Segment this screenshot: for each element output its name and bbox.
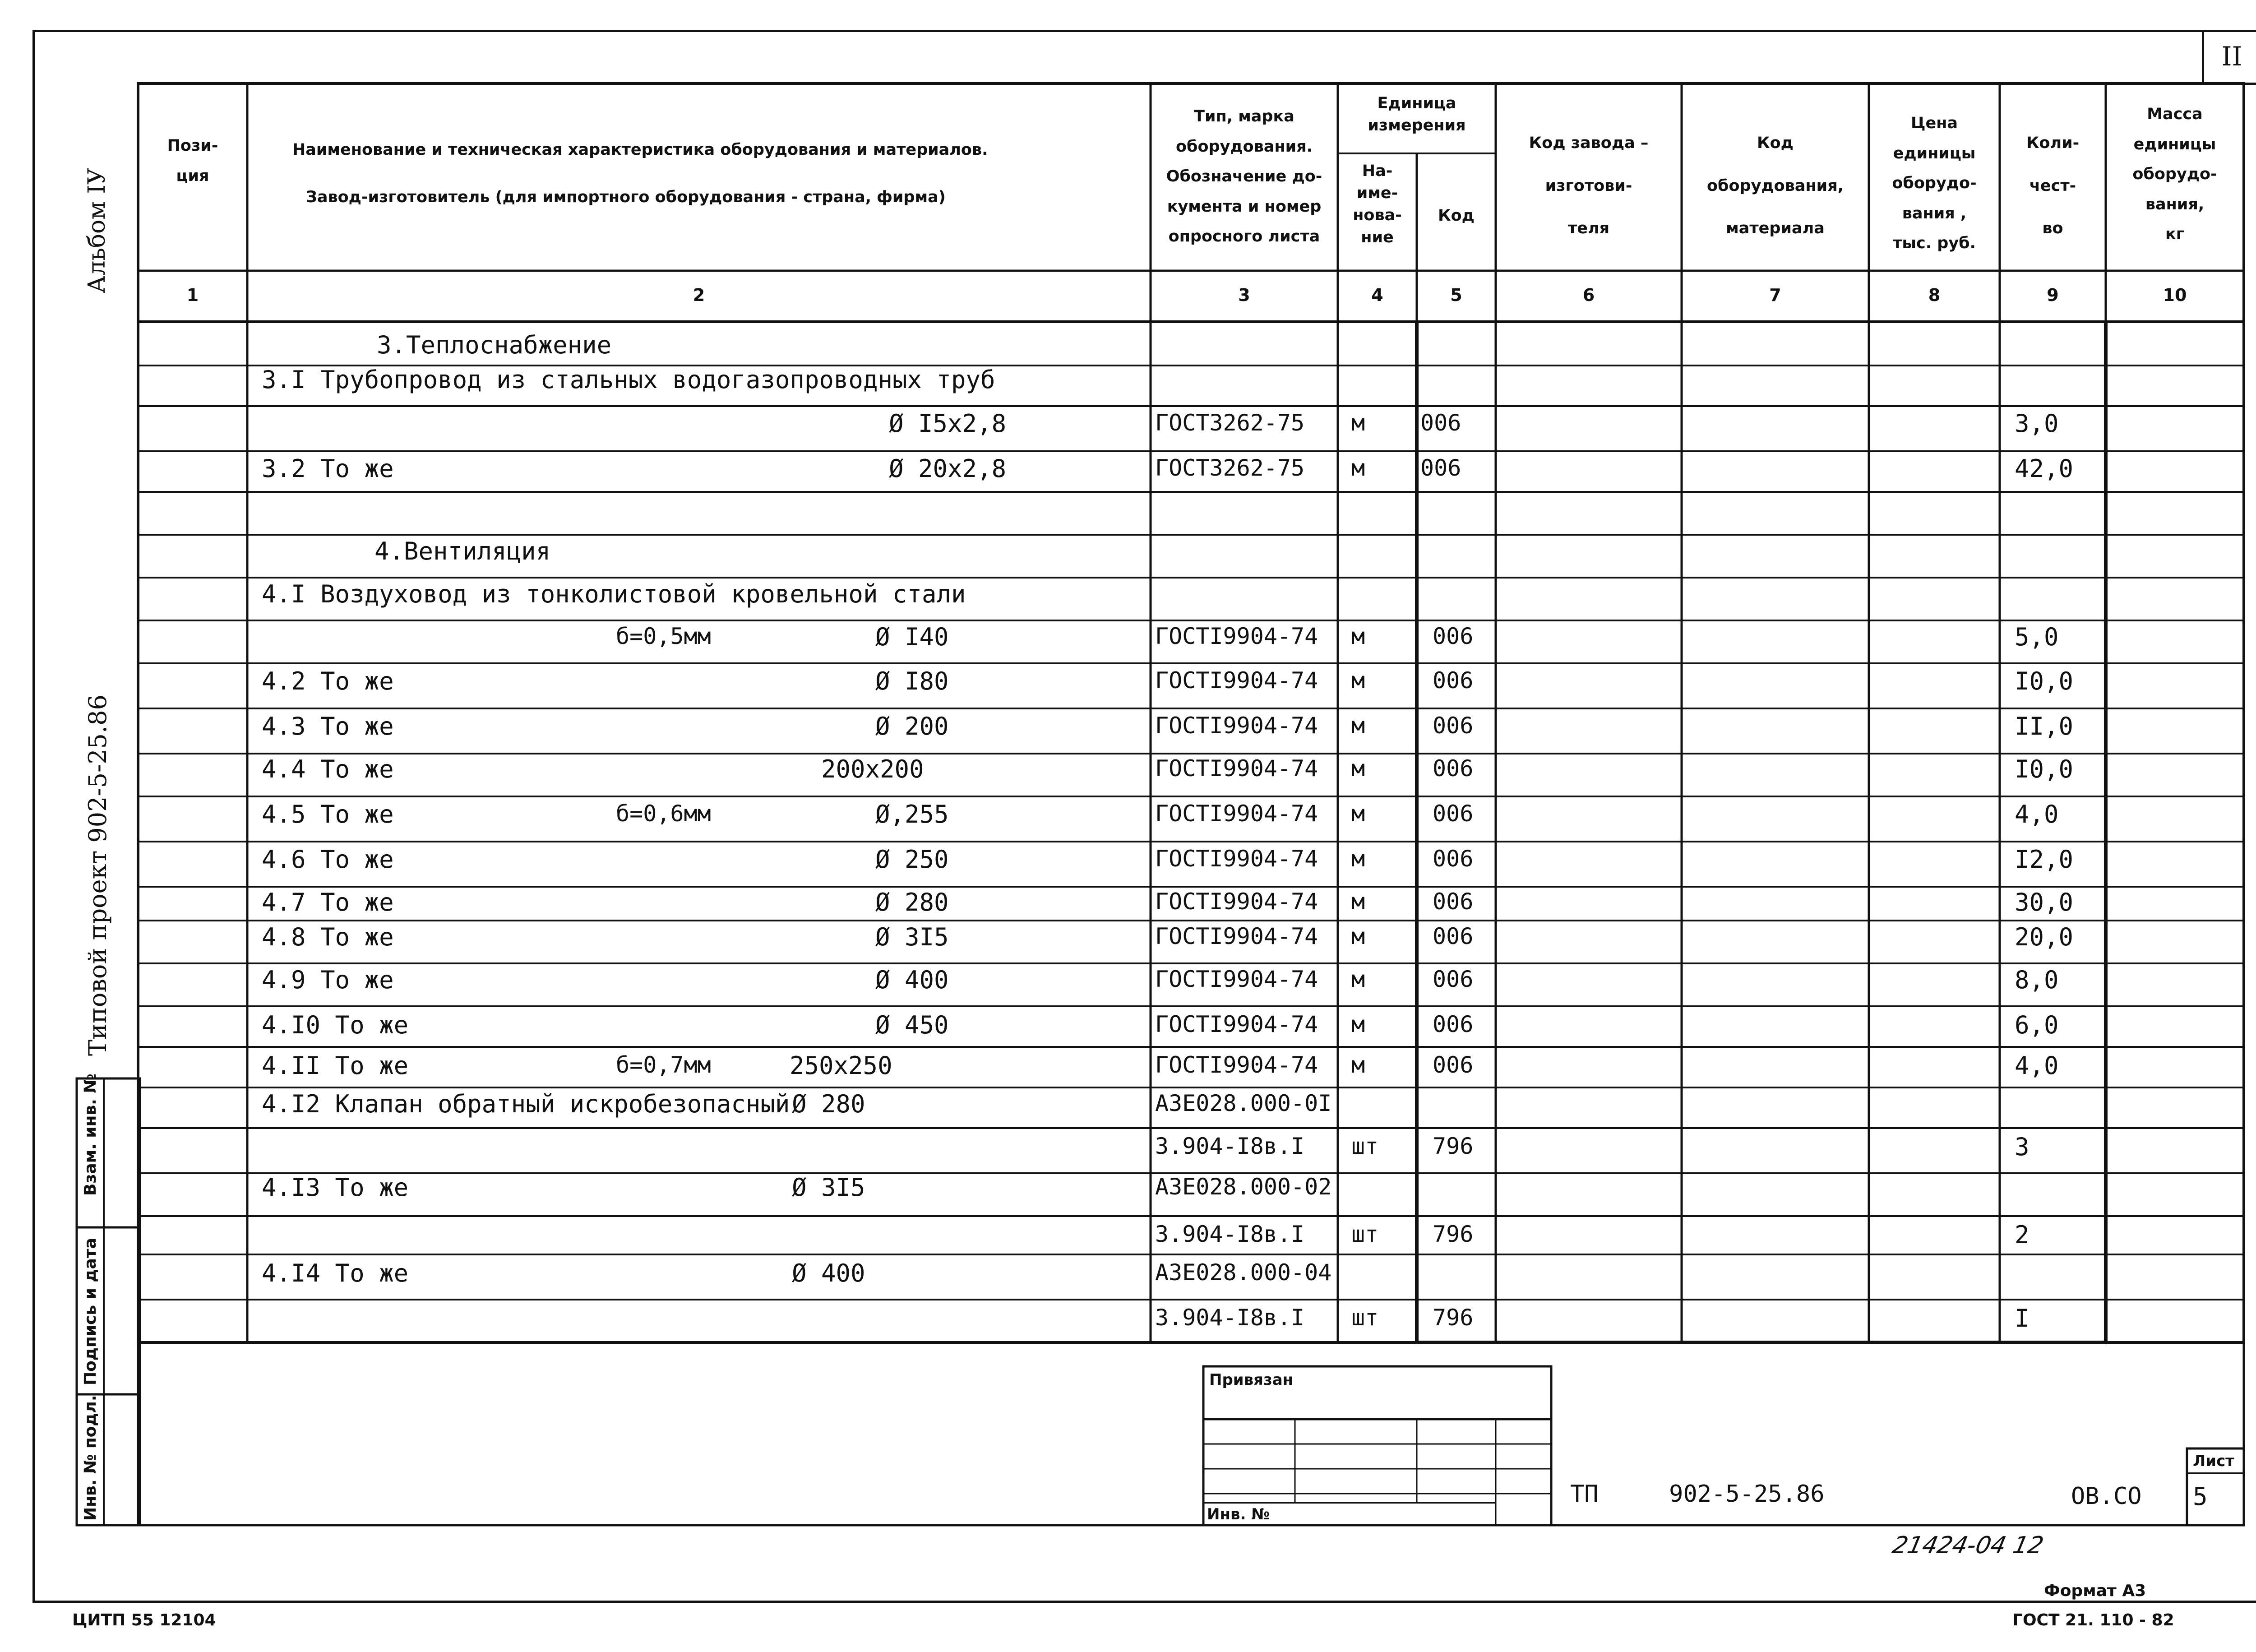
col-num: 3: [1238, 285, 1250, 305]
row-quantity: 2: [2015, 1221, 2029, 1249]
row-unit: м: [1351, 801, 1365, 827]
row-document: ГОСТI9904-74: [1155, 846, 1318, 872]
row-unit: м: [1351, 667, 1365, 694]
row-unit-code: 006: [1420, 410, 1461, 436]
row-unit-code: 006: [1433, 923, 1474, 949]
footer-format: Формат А3: [2044, 1582, 2146, 1600]
row-document: ГОСТI9904-74: [1155, 667, 1318, 694]
col-num: 8: [1928, 285, 1941, 305]
row-quantity: 3: [2015, 1133, 2029, 1161]
col-num: 1: [186, 285, 199, 305]
row-diameter: Ø 3I5: [875, 923, 949, 951]
row-quantity: II,0: [2015, 712, 2074, 740]
row-thickness: б=0,5мм: [616, 623, 711, 649]
bound-label: Привязан: [1209, 1371, 1294, 1389]
row-diameter: Ø I40: [875, 623, 949, 651]
row-unit-code: 006: [1433, 755, 1474, 782]
row-diameter: Ø 400: [792, 1259, 865, 1287]
row-name: 4.II То же: [262, 1051, 409, 1080]
row-document: ГОСТI9904-74: [1155, 713, 1318, 739]
row-unit: м: [1351, 1011, 1365, 1037]
row-quantity: 3,0: [2015, 409, 2059, 438]
row-unit-code: 006: [1420, 455, 1461, 481]
row-unit: шт: [1351, 1221, 1379, 1247]
row-name: 4.6 То же: [262, 845, 394, 874]
col-num: 10: [2163, 285, 2187, 305]
header-plant-code: Код завода – изготови- теля: [1529, 134, 1649, 237]
row-quantity: 4,0: [2015, 800, 2059, 828]
row-unit-code: 006: [1433, 1011, 1474, 1037]
row-unit-code: 006: [1433, 801, 1474, 827]
row-document: 3.904-I8в.I: [1155, 1221, 1305, 1247]
header-position: Пози- ция: [167, 137, 218, 185]
row-name: 4.8 То же: [262, 923, 394, 951]
row-thickness: б=0,7мм: [616, 1052, 711, 1078]
row-document: АЗЕ028.000-04: [1155, 1259, 1332, 1286]
row-name: 4.I Воздуховод из тонколистовой кровельной стали: [262, 580, 966, 608]
row-name: 4.9 То же: [262, 966, 394, 994]
project-label: Типовой проект 902-5-25.86: [83, 694, 112, 1056]
row-document: ГОСТI9904-74: [1155, 1052, 1318, 1078]
row-unit: м: [1351, 455, 1365, 481]
row-dimension: 250х250: [790, 1051, 892, 1080]
row-unit-code: 006: [1433, 623, 1474, 649]
row-quantity: I0,0: [2015, 667, 2074, 695]
row-document: ГОСТI9904-74: [1155, 801, 1318, 827]
row-document: ГОСТI9904-74: [1155, 623, 1318, 649]
inv-label: Инв. №: [1207, 1505, 1270, 1523]
row-quantity: 6,0: [2015, 1011, 2059, 1039]
row-unit-code: 006: [1433, 966, 1474, 992]
row-unit: м: [1351, 755, 1365, 782]
row-diameter: Ø 250: [875, 845, 949, 874]
col-num: 4: [1371, 285, 1383, 305]
header-quantity: Коли- чест- во: [2026, 134, 2080, 237]
row-unit-code: 006: [1433, 846, 1474, 872]
row-quantity: 8,0: [2015, 966, 2059, 994]
row-unit: м: [1351, 1052, 1365, 1078]
row-dimension: 200х200: [821, 755, 924, 783]
sheet-corner-number: II: [2202, 30, 2256, 85]
row-diameter: Ø 280: [875, 888, 949, 916]
row-unit-code: 006: [1433, 667, 1474, 694]
row-diameter: Ø 280: [792, 1090, 865, 1118]
row-document: ГОСТI9904-74: [1155, 888, 1318, 915]
row-unit: шт: [1351, 1133, 1379, 1159]
row-document: ГОСТI9904-74: [1155, 966, 1318, 992]
row-diameter: Ø 3I5: [792, 1173, 865, 1202]
row-document: ГОСТ3262-75: [1155, 455, 1305, 481]
row-unit: шт: [1351, 1305, 1379, 1331]
row-thickness: б=0,6мм: [616, 801, 711, 827]
row-name: 3.2 То же: [262, 454, 394, 483]
row-unit-code: 796: [1433, 1305, 1474, 1331]
row-document: АЗЕ028.000-02: [1155, 1174, 1332, 1200]
row-diameter: Ø I80: [875, 667, 949, 695]
row-diameter: Ø 400: [875, 966, 949, 994]
row-unit-code: 796: [1433, 1221, 1474, 1247]
col-num: 7: [1769, 285, 1781, 305]
row-name: 4.Вентиляция: [374, 537, 551, 565]
row-quantity: I2,0: [2015, 845, 2074, 874]
row-quantity: 5,0: [2015, 623, 2059, 651]
handwritten-number: 21424-04 12: [1890, 1532, 2046, 1559]
header-type: Тип, марка оборудования. Обозначение до- кумента и номер опросного листа: [1166, 107, 1322, 245]
row-name: 4.2 То же: [262, 667, 394, 695]
header-unit-code: Код: [1438, 207, 1475, 225]
row-quantity: 42,0: [2015, 454, 2074, 483]
col-num: 6: [1582, 285, 1595, 305]
footer-left: ЦИТП 55 12104: [72, 1611, 216, 1629]
row-quantity: 20,0: [2015, 923, 2074, 951]
header-name: Наименование и техническая характеристика оборудования и материалов. Завод-изготовитель (для импортного оборудования - страна, фирма): [292, 141, 988, 206]
col-num: 5: [1450, 285, 1462, 305]
sheet-label: Лист: [2193, 1452, 2234, 1470]
row-name: 4.I0 То же: [262, 1011, 409, 1039]
row-document: АЗЕ028.000-0I: [1155, 1090, 1332, 1116]
row-quantity: I0,0: [2015, 755, 2074, 783]
row-unit: м: [1351, 846, 1365, 872]
row-quantity: 30,0: [2015, 888, 2074, 916]
row-unit: м: [1351, 623, 1365, 649]
row-quantity: I: [2015, 1304, 2029, 1333]
row-quantity: 4,0: [2015, 1051, 2059, 1080]
row-document: 3.904-I8в.I: [1155, 1133, 1305, 1159]
row-diameter: Ø,255: [875, 800, 949, 828]
row-unit: м: [1351, 966, 1365, 992]
sheet-number: 5: [2193, 1482, 2208, 1511]
header-unit-name: На- име- нова- ние: [1353, 162, 1402, 246]
row-document: ГОСТI9904-74: [1155, 1011, 1318, 1037]
header-equipment-code: Код оборудования, материала: [1707, 134, 1844, 237]
row-unit: м: [1351, 410, 1365, 436]
row-document: ГОСТI9904-74: [1155, 755, 1318, 782]
row-name: 4.7 То же: [262, 888, 394, 916]
row-unit-code: 006: [1433, 1052, 1474, 1078]
row-unit: м: [1351, 888, 1365, 915]
row-diameter: Ø 200: [875, 712, 949, 740]
row-name: 4.I2 Клапан обратный искробезопасный: [262, 1090, 790, 1118]
row-unit-code: 006: [1433, 888, 1474, 915]
row-name: 4.I3 То же: [262, 1173, 409, 1202]
col-num: 2: [693, 285, 705, 305]
row-diameter: Ø 20х2,8: [889, 454, 1007, 483]
stamp-replace-inv: Взам. инв. №: [81, 1074, 100, 1196]
col-num: 9: [2047, 285, 2059, 305]
row-unit-code: 006: [1433, 713, 1474, 739]
stamp-original-inv: Инв. № подл.: [81, 1395, 100, 1521]
row-name: 3.I Трубопровод из стальных водогазопроводных труб: [262, 366, 995, 394]
row-name: 4.5 То же: [262, 800, 394, 828]
row-name: 4.4 То же: [262, 755, 394, 783]
header-mass: Масса единицы оборудо- вания, кг: [2132, 105, 2217, 243]
row-unit: м: [1351, 713, 1365, 739]
header-unit: Единица измерения: [1368, 94, 1466, 134]
footer-gost: ГОСТ 21. 110 - 82: [2012, 1611, 2174, 1629]
row-document: 3.904-I8в.I: [1155, 1305, 1305, 1331]
album-label: Альбом IУ: [83, 167, 111, 293]
row-unit: м: [1351, 923, 1365, 949]
header-price: Цена единицы оборудо- вания , тыс. руб.: [1892, 114, 1977, 252]
row-name: 3.Теплоснабжение: [377, 331, 612, 359]
project-code: ТП 902-5-25.86: [1570, 1481, 1825, 1508]
row-unit-code: 796: [1433, 1133, 1474, 1159]
stamp-signature-date: Подпись и дата: [81, 1238, 100, 1385]
row-name: 4.3 То же: [262, 712, 394, 740]
row-name: 4.I4 То же: [262, 1259, 409, 1287]
row-diameter: Ø 450: [875, 1011, 949, 1039]
row-document: ГОСТI9904-74: [1155, 923, 1318, 949]
row-document: ГОСТ3262-75: [1155, 410, 1305, 436]
document-code: ОВ.СО: [2071, 1483, 2142, 1510]
row-diameter: Ø I5х2,8: [889, 409, 1007, 438]
